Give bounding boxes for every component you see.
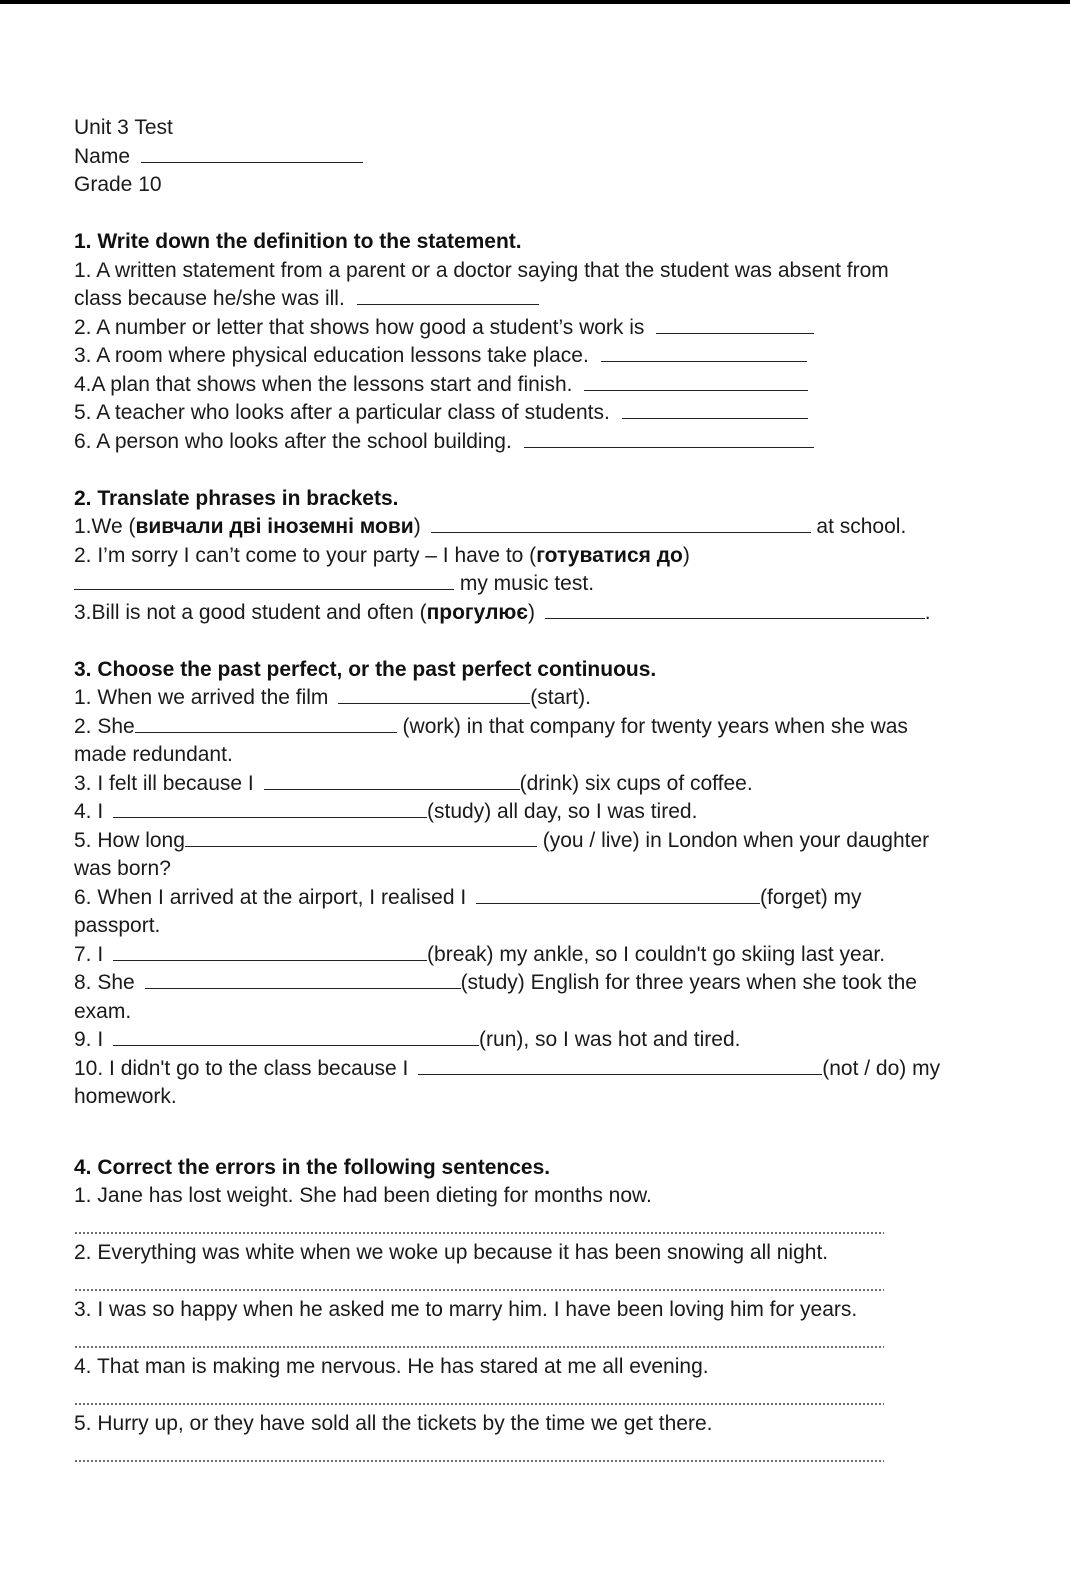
answer-blank[interactable] (601, 343, 807, 362)
sentence-text: (study) English for three years when she took the (460, 971, 917, 994)
sentence-text: (not / do) my (822, 1056, 941, 1080)
task4-item: 5. Hurry up, or they have sold all the tickets by the time we get there. (74, 1412, 713, 1435)
answer-blank[interactable] (357, 286, 539, 305)
task4-item: 4. That man is making me nervous. He has stared at me all evening. (74, 1355, 709, 1378)
sentence-text: (start). (530, 686, 591, 709)
dotted-answer-line[interactable] (74, 1382, 884, 1411)
sentence-text: . (924, 600, 931, 624)
sentence-text: 4. I (74, 800, 104, 823)
answer-blank[interactable] (145, 970, 461, 989)
ukrainian-phrase: готуватися до (536, 543, 683, 567)
grade-label: Grade 10 (74, 173, 162, 196)
answer-blank[interactable] (338, 685, 530, 704)
task1-item (74, 399, 1004, 428)
dotted-answer-line[interactable] (74, 1439, 884, 1468)
dotted-answer-line[interactable] (74, 1325, 884, 1354)
sentence-text: 3. I felt ill because I (74, 771, 254, 795)
task3-item (74, 770, 1004, 799)
task3-item: homework. (74, 1085, 177, 1108)
task1-item (74, 428, 1004, 457)
task3-item (74, 827, 1004, 856)
answer-blank[interactable] (113, 942, 427, 961)
sentence-text: 3.Bill is not a good student and often ( (74, 600, 427, 624)
sentence-text: 8. She (74, 971, 135, 994)
task3-item (74, 884, 1004, 913)
sentence-text: ) (413, 515, 421, 538)
task3-item (74, 1055, 1004, 1084)
sentence-text: 5. How long (74, 828, 185, 852)
sentence-text: ) (682, 543, 690, 567)
worksheet (74, 114, 1004, 1467)
dotted-answer-line[interactable] (74, 1268, 884, 1297)
top-border (0, 0, 1070, 4)
task1-item-text: 3. A room where physical education lessons take place. (74, 344, 589, 367)
ukrainian-phrase: прогулює (426, 600, 528, 624)
answer-blank[interactable] (185, 828, 537, 847)
task1-heading: 1. Write down the definition to the statement. (74, 230, 522, 253)
task2-item (74, 542, 1004, 571)
task3-item (74, 713, 1004, 742)
sentence-text: 1.We ( (74, 515, 136, 538)
task1-item-text: 2. A number or letter that shows how good a student’s work is (74, 315, 645, 339)
name-row (74, 143, 1004, 172)
task3-item (74, 941, 1004, 970)
sentence-text: ) (527, 600, 535, 624)
task3-item: passport. (74, 914, 161, 937)
task1-item (74, 285, 1004, 314)
sentence-text: at school. (816, 515, 907, 538)
task4-item: 1. Jane has lost weight. She had been dieting for months now. (74, 1184, 652, 1207)
answer-blank[interactable] (418, 1056, 822, 1075)
sentence-text: 9. I (74, 1028, 104, 1051)
sentence-text: (forget) my (760, 885, 862, 909)
answer-blank[interactable] (656, 315, 814, 334)
task4-item: 3. I was so happy when he asked me to marry him. I have been loving him for years. (74, 1298, 858, 1321)
task2-item (74, 570, 1004, 599)
task3-item: made redundant. (74, 743, 233, 766)
sentence-text: 2. I’m sorry I can’t come to your party – I have to ( (74, 543, 537, 567)
sentence-text: (study) all day, so I was tired. (427, 800, 698, 823)
task1-item (74, 342, 1004, 371)
task3-item (74, 798, 1004, 827)
answer-blank[interactable] (113, 1027, 479, 1046)
task4-item: 2. Everything was white when we woke up because it has been snowing all night. (74, 1241, 829, 1264)
task3-item: exam. (74, 999, 132, 1023)
ukrainian-phrase: вивчали дві іноземні мови (135, 515, 414, 538)
sentence-text: (run), so I was hot and tired. (479, 1028, 741, 1051)
name-label: Name (74, 144, 131, 168)
answer-blank[interactable] (431, 514, 811, 533)
answer-blank[interactable] (584, 372, 808, 391)
task1-item-text: 5. A teacher who looks after a particular class of students. (74, 401, 610, 424)
sentence-text: (you / live) in London when your daughter (536, 828, 930, 852)
task3-heading: 3. Choose the past perfect, or the past perfect continuous. (74, 657, 657, 681)
sentence-text: (break) my ankle, so I couldn't go skiing last year. (427, 942, 886, 966)
answer-blank[interactable] (524, 429, 814, 448)
task1-item: 1. A written statement from a parent or a doctor saying that the student was absent from (74, 258, 889, 282)
answer-blank[interactable] (113, 799, 427, 818)
dotted-answer-line[interactable] (74, 1211, 884, 1240)
task1-item (74, 371, 1004, 400)
task1-item-text: 6. A person who looks after the school building. (74, 429, 512, 453)
test-title: Unit 3 Test (74, 116, 173, 139)
sentence-text: 10. I didn't go to the class because I (74, 1056, 409, 1080)
answer-blank[interactable] (622, 400, 808, 419)
task2-item (74, 599, 1004, 628)
answer-blank[interactable] (135, 714, 397, 733)
task3-item (74, 684, 1004, 713)
sentence-text: (drink) six cups of coffee. (519, 771, 753, 795)
sentence-text: (work) in that company for twenty years when she was (396, 714, 908, 738)
task1-item-text: class because he/she was ill. (74, 287, 345, 310)
answer-blank[interactable] (476, 885, 760, 904)
task3-item: was born? (74, 857, 171, 880)
answer-blank[interactable] (545, 600, 925, 619)
task3-item (74, 1026, 1004, 1055)
task1-item (74, 314, 1004, 343)
task2-item (74, 513, 1004, 542)
answer-blank[interactable] (74, 571, 454, 590)
task2-heading: 2. Translate phrases in brackets. (74, 486, 399, 510)
task4-heading: 4. Correct the errors in the following sentences. (74, 1155, 551, 1179)
answer-blank[interactable] (264, 771, 520, 790)
task3-item (74, 969, 1004, 998)
name-blank[interactable] (141, 144, 363, 163)
task1-item-text: 4.A plan that shows when the lessons start and finish. (74, 372, 573, 396)
sentence-text: 2. She (74, 714, 135, 738)
sentence-text: my music test. (459, 572, 595, 595)
sentence-text: 7. I (74, 942, 104, 966)
sentence-text: 6. When I arrived at the airport, I realised I (74, 885, 467, 909)
sentence-text: 1. When we arrived the film (74, 686, 329, 709)
